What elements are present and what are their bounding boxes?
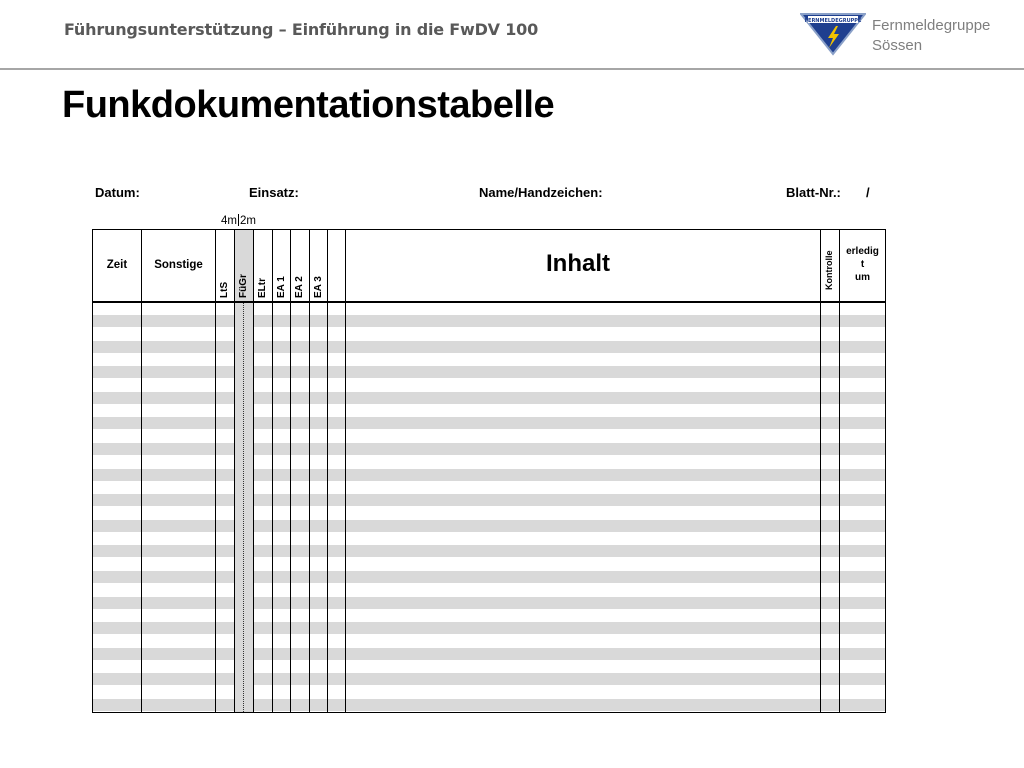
table-bottom-border: [92, 712, 886, 713]
header-lts: LtS: [219, 281, 230, 298]
header-divider: [0, 68, 1024, 70]
table-row: [92, 673, 885, 685]
table-row: [92, 341, 885, 353]
header-fuegr: FüGr: [238, 274, 249, 298]
table-row: [92, 520, 885, 532]
table-row: [92, 597, 885, 609]
header-erledigt-line2: t: [860, 259, 865, 270]
col-border-lts: [234, 229, 235, 713]
table-row: [92, 699, 885, 711]
col-border-eltr: [272, 229, 273, 713]
table-row: [92, 494, 885, 506]
logo-text: FERNMELDEGRUPPE: [804, 18, 862, 24]
table-row: [92, 443, 885, 455]
scale-indicator: [221, 214, 256, 227]
scale-right: 2m: [239, 215, 256, 227]
table-row: [92, 648, 885, 660]
blatt-nr-label: Blatt-Nr.:: [786, 185, 841, 200]
header-kontrolle: Kontrolle: [824, 250, 834, 290]
col-border-inhalt: [820, 229, 821, 713]
fuegr-dotted-line: [243, 303, 244, 712]
header-zeit: Zeit: [106, 259, 128, 271]
blatt-nr-separator: /: [866, 185, 870, 200]
table-row: [92, 417, 885, 429]
name-handzeichen-label: Name/Handzeichen:: [479, 185, 603, 200]
org-line-1: Fernmeldegruppe: [872, 17, 991, 34]
org-line-2: Sössen: [872, 37, 923, 54]
table-row: [92, 545, 885, 557]
fernmeldegruppe-logo: [800, 12, 866, 56]
table-row: [92, 571, 885, 583]
page-title: Funkdokumentationstabelle: [62, 84, 555, 126]
col-border-spacer: [345, 229, 346, 713]
col-border-right: [885, 229, 886, 713]
header-eltr: ELtr: [257, 278, 268, 298]
col-border-fuegr: [253, 229, 254, 713]
header-inhalt: Inhalt: [546, 250, 610, 277]
presentation-subtitle: Führungsunterstützung – Einführung in die FwDV 100: [64, 20, 539, 39]
table-row: [92, 315, 885, 327]
scale-left: 4m: [221, 215, 237, 227]
col-border-sonstige: [215, 229, 216, 713]
table-row: [92, 392, 885, 404]
table-top-border: [92, 229, 886, 230]
table-row: [92, 366, 885, 378]
col-border-left: [92, 229, 93, 713]
header-ea2: EA 2: [294, 276, 305, 298]
scale-divider: [238, 214, 239, 226]
table-row: [92, 622, 885, 634]
header-erledigt-line1: erledig: [846, 246, 879, 257]
header-ea1: EA 1: [276, 276, 287, 298]
col-border-ea2: [309, 229, 310, 713]
einsatz-label: Einsatz:: [249, 185, 299, 200]
organization-name: [872, 16, 1022, 56]
header-erledigt-line3: um: [855, 272, 870, 283]
table-row: [92, 469, 885, 481]
header-ea3: EA 3: [313, 276, 324, 298]
header-erledigt-um: [840, 245, 885, 284]
header-sonstige: Sonstige: [154, 259, 203, 271]
col-border-ea1: [290, 229, 291, 713]
datum-label: Datum:: [95, 185, 140, 200]
col-border-zeit: [141, 229, 142, 713]
table-header-border: [92, 301, 886, 303]
col-border-kontrolle: [839, 229, 840, 713]
col-border-ea3: [327, 229, 328, 713]
